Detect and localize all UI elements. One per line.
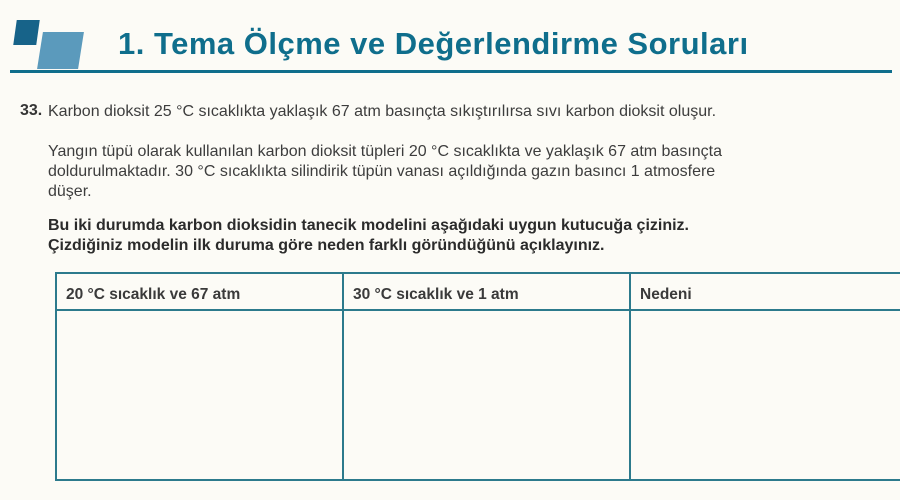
column-header-30c-1atm: 30 °C sıcaklık ve 1 atm	[343, 273, 630, 310]
question-intro-paragraph	[48, 102, 716, 122]
answer-table	[55, 272, 900, 481]
logo-light-parallelogram-icon	[37, 32, 84, 69]
question-task-line: Bu iki durumda karbon dioksidin tanecik modelini aşağıdaki uygun kutucuğa çiziniz.	[48, 217, 689, 234]
page-title: 1. Tema Ölçme ve Değerlendirme Soruları	[118, 26, 749, 61]
answer-table-header-row	[56, 273, 900, 310]
logo-dark-parallelogram-icon	[13, 20, 40, 45]
question-body-line: Yangın tüpü olarak kullanılan karbon dioksit tüpleri 20 °C sıcaklıkta ve yaklaşık 67 atm basınçta	[48, 143, 723, 160]
column-header-nedeni: Nedeni	[630, 273, 900, 310]
reason-box	[630, 310, 900, 480]
question-body-line: doldurulmaktadır. 30 °C sıcaklıkta silindirik tüpün vanası açıldığında gazın basıncı 1 atmosfere	[48, 163, 716, 180]
column-header-20c-67atm: 20 °C sıcaklık ve 67 atm	[56, 273, 343, 310]
drawing-box-30c-1atm	[343, 310, 630, 480]
question-intro-line: Karbon dioksit 25 °C sıcaklıkta yaklaşık 67 atm basınçta sıkıştırılırsa sıvı karbon dioksit oluşur.	[48, 103, 717, 120]
drawing-box-20c-67atm	[56, 310, 343, 480]
question-task-line: Çizdiğiniz modelin ilk duruma göre neden farklı göründüğünü açıklayınız.	[48, 237, 605, 254]
question-number: 33.	[20, 102, 43, 119]
question-body-paragraph	[48, 142, 722, 202]
question-task-paragraph	[48, 216, 689, 256]
header-divider	[10, 70, 892, 73]
question-body-line: düşer.	[48, 183, 92, 200]
answer-table-body-row	[56, 310, 900, 480]
